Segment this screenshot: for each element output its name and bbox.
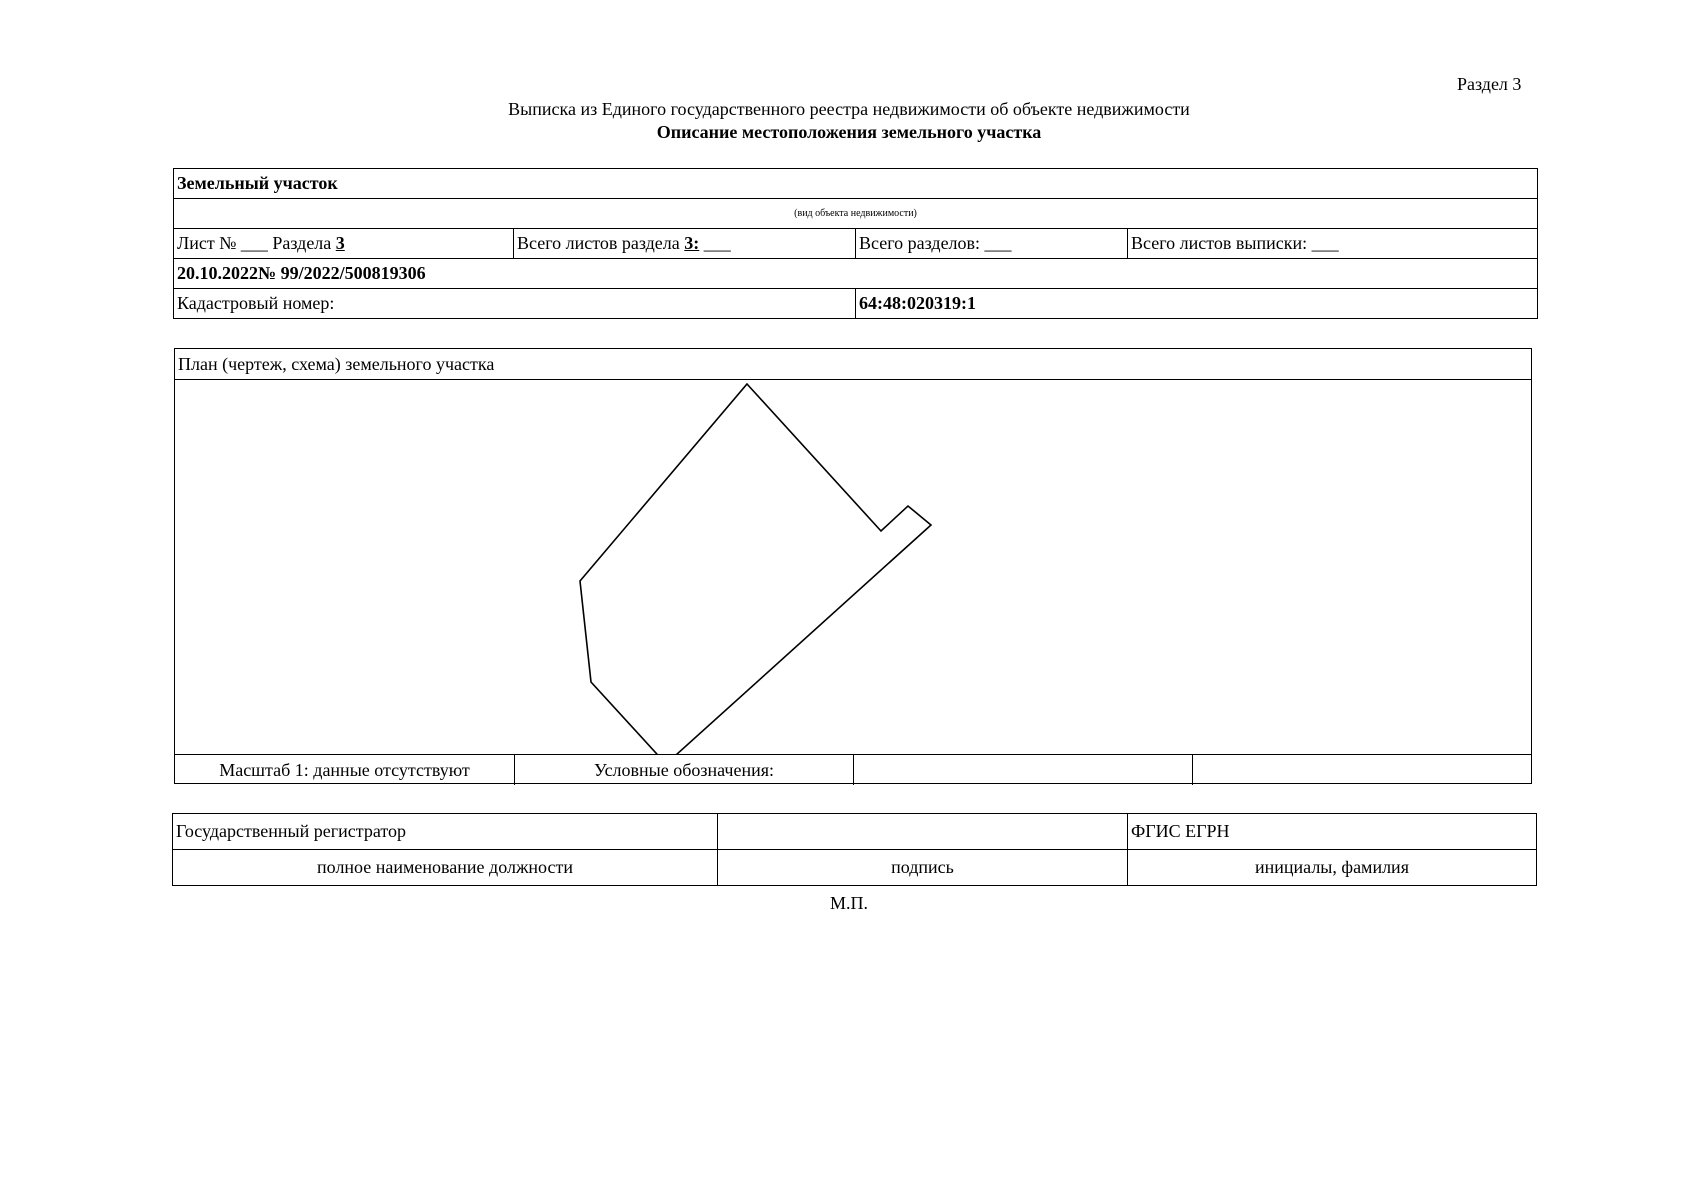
object-type-row (174, 169, 1538, 199)
sheet-prefix: Лист № ___ Раздела (177, 233, 336, 253)
total-sections: Всего разделов: ___ (856, 229, 1128, 259)
signature-captions-row (173, 850, 1537, 886)
sheet-section: 3 (335, 233, 345, 253)
object-type: Земельный участок (174, 169, 1538, 199)
date-number: 20.10.2022№ 99/2022/500819306 (174, 259, 1538, 289)
signature-empty (718, 814, 1128, 850)
plan-footer (175, 754, 1531, 785)
scale-label: Масштаб 1: данные отсутствуют (175, 755, 515, 785)
parcel-drawing (175, 380, 1531, 754)
cadastral-row (174, 289, 1538, 319)
registry-name: ФГИС ЕГРН (1128, 814, 1537, 850)
position-caption: полное наименование должности (173, 850, 718, 886)
section-sheets-cell (514, 229, 856, 259)
name-caption: инициалы, фамилия (1128, 850, 1537, 886)
cadastral-label: Кадастровый номер: (174, 289, 856, 319)
legend-cell-empty-2 (1193, 755, 1531, 785)
document-subtitle: Описание местоположения земельного участка (656, 122, 1042, 142)
document-title: Выписка из Единого государственного реестра недвижимости об объекте недвижимости (508, 99, 1190, 119)
object-type-caption-row (174, 199, 1538, 229)
signature-table (172, 813, 1537, 886)
registrar-role: Государственный регистратор (173, 814, 718, 850)
info-table (173, 168, 1538, 319)
total-sheets: Всего листов выписки: ___ (1128, 229, 1538, 259)
object-type-caption: (вид объекта недвижимости) (174, 199, 1538, 229)
cadastral-value: 64:48:020319:1 (856, 289, 1538, 319)
signature-row (173, 814, 1537, 850)
section-sheets-prefix: Всего листов раздела (517, 233, 685, 253)
plan-title: План (чертеж, схема) земельного участка (175, 349, 1531, 380)
sheet-number-cell (174, 229, 514, 259)
section-label: Раздел 3 (1457, 74, 1522, 94)
sheets-row (174, 229, 1538, 259)
stamp-label: М.П. (829, 893, 868, 913)
section-sheets-num: 3: (684, 233, 700, 253)
parcel-outline (580, 384, 931, 754)
date-number-row (174, 259, 1538, 289)
legend-label: Условные обозначения: (515, 755, 854, 785)
section-sheets-suffix: ___ (699, 233, 731, 253)
legend-cell-empty-1 (854, 755, 1193, 785)
signature-caption: подпись (718, 850, 1128, 886)
plan-section (174, 348, 1532, 784)
